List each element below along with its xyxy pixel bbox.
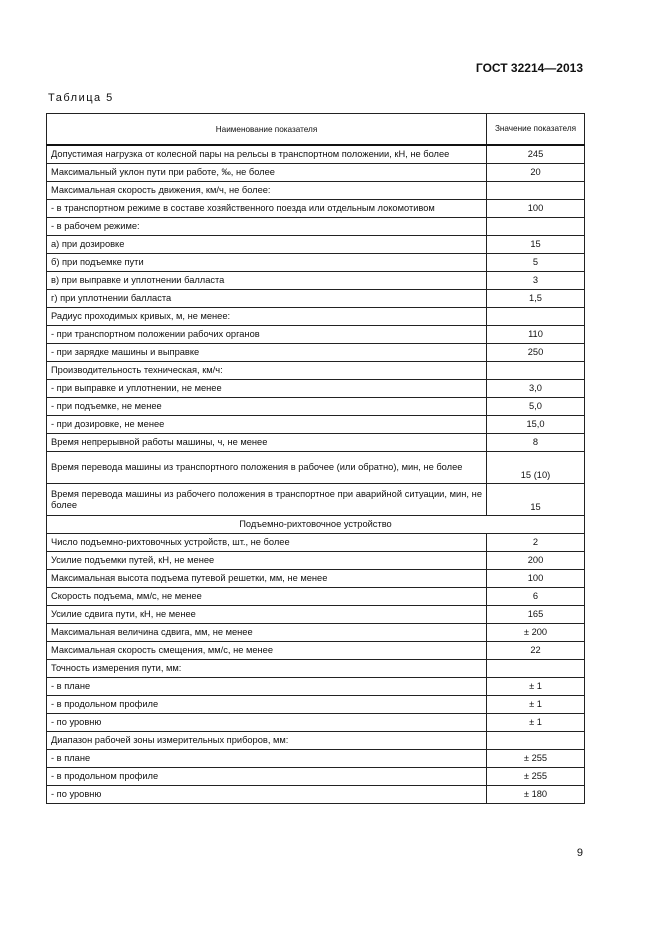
table-row [47,786,585,804]
table-row [47,606,585,624]
row-value: 15,0 [487,416,585,434]
table-row [47,200,585,218]
row-value: ± 200 [487,624,585,642]
row-value [487,308,585,326]
row-label: - по уровню [47,714,487,732]
row-value: ± 255 [487,768,585,786]
row-value: 6 [487,588,585,606]
table-row [47,678,585,696]
row-value [487,732,585,750]
row-value: ± 1 [487,678,585,696]
table-row [47,254,585,272]
row-label: - при транспортном положении рабочих органов [47,326,487,344]
table-row [47,714,585,732]
table-row [47,660,585,678]
table-row [47,308,585,326]
row-label: - в рабочем режиме: [47,218,487,236]
row-value: ± 180 [487,786,585,804]
row-label: Производительность техническая, км/ч: [47,362,487,380]
row-label: Время непрерывной работы машины, ч, не менее [47,434,487,452]
table-caption: Таблица 5 [48,92,114,104]
table-row [47,236,585,254]
row-value: 15 [487,236,585,254]
row-label: - при дозировке, не менее [47,416,487,434]
row-label: г) при уплотнении балласта [47,290,487,308]
row-label: - при зарядке машины и выправке [47,344,487,362]
table-row [47,588,585,606]
row-value: 20 [487,164,585,182]
row-label: Усилие подъемки путей, кН, не менее [47,552,487,570]
row-label: Число подъемно-рихтовочных устройств, шт., не более [47,534,487,552]
document-code: ГОСТ 32214—2013 [475,61,583,75]
row-label: Максимальный уклон пути при работе, ‰, не более [47,164,487,182]
row-value: 15 [487,484,585,516]
table-row [47,452,585,484]
row-label: - при подъемке, не менее [47,398,487,416]
section-header-row [47,516,585,534]
row-value [487,218,585,236]
row-value [487,362,585,380]
row-value: 165 [487,606,585,624]
page-number: 9 [576,847,583,859]
table-row [47,398,585,416]
row-value [487,182,585,200]
table-row [47,362,585,380]
row-label: Время перевода машины из рабочего положения в транспортное при аварийной ситуации, мин, не более [47,484,487,516]
row-value: 5 [487,254,585,272]
row-label: - в транспортном режиме в составе хозяйственного поезда или отдельным локомотивом [47,200,487,218]
table-row [47,218,585,236]
table-row [47,290,585,308]
row-value: 200 [487,552,585,570]
row-label: Скорость подъема, мм/с, не менее [47,588,487,606]
table-row [47,552,585,570]
row-value: 15 (10) [487,452,585,484]
table-row [47,182,585,200]
specification-table [46,113,585,804]
row-label: а) при дозировке [47,236,487,254]
table-row [47,272,585,290]
section-title: Подъемно-рихтовочное устройство [47,516,585,534]
table-row [47,344,585,362]
row-value [487,660,585,678]
row-label: Максимальная величина сдвига, мм, не менее [47,624,487,642]
row-value: 5,0 [487,398,585,416]
table-header-row [47,114,585,146]
table-row [47,164,585,182]
row-value: 100 [487,200,585,218]
row-value: 245 [487,145,585,164]
table-row [47,732,585,750]
row-label: Точность измерения пути, мм: [47,660,487,678]
row-label: - при выправке и уплотнении, не менее [47,380,487,398]
table-row [47,768,585,786]
table-row [47,750,585,768]
row-value: ± 1 [487,696,585,714]
table-row [47,416,585,434]
table-row [47,145,585,164]
table-row [47,326,585,344]
row-label: - по уровню [47,786,487,804]
table-row [47,642,585,660]
row-label: Допустимая нагрузка от колесной пары на рельсы в транспортном положении, кН, не более [47,145,487,164]
row-label: - в плане [47,678,487,696]
row-value: ± 1 [487,714,585,732]
row-value: 1,5 [487,290,585,308]
row-label: - в продольном профиле [47,696,487,714]
row-value: 100 [487,570,585,588]
table-row [47,484,585,516]
row-label: Время перевода машины из транспортного положения в рабочее (или обратно), мин, не более [47,452,487,484]
table-row [47,380,585,398]
row-value: 3 [487,272,585,290]
column-header-value: Значение показателя [487,114,585,146]
row-label: - в плане [47,750,487,768]
table-row [47,570,585,588]
row-value: 110 [487,326,585,344]
row-label: Максимальная высота подъема путевой решетки, мм, не менее [47,570,487,588]
table-row [47,434,585,452]
row-value: 250 [487,344,585,362]
row-value: 8 [487,434,585,452]
column-header-name: Наименование показателя [47,114,487,146]
table-row [47,696,585,714]
row-label: Максимальная скорость смещения, мм/с, не менее [47,642,487,660]
row-label: Усилие сдвига пути, кН, не менее [47,606,487,624]
table-row [47,624,585,642]
row-value: 22 [487,642,585,660]
row-value: 3,0 [487,380,585,398]
row-label: - в продольном профиле [47,768,487,786]
table-row [47,534,585,552]
row-label: Радиус проходимых кривых, м, не менее: [47,308,487,326]
row-label: в) при выправке и уплотнении балласта [47,272,487,290]
row-value: 2 [487,534,585,552]
row-label: Диапазон рабочей зоны измерительных приборов, мм: [47,732,487,750]
row-label: Максимальная скорость движения, км/ч, не более: [47,182,487,200]
row-value: ± 255 [487,750,585,768]
row-label: б) при подъемке пути [47,254,487,272]
